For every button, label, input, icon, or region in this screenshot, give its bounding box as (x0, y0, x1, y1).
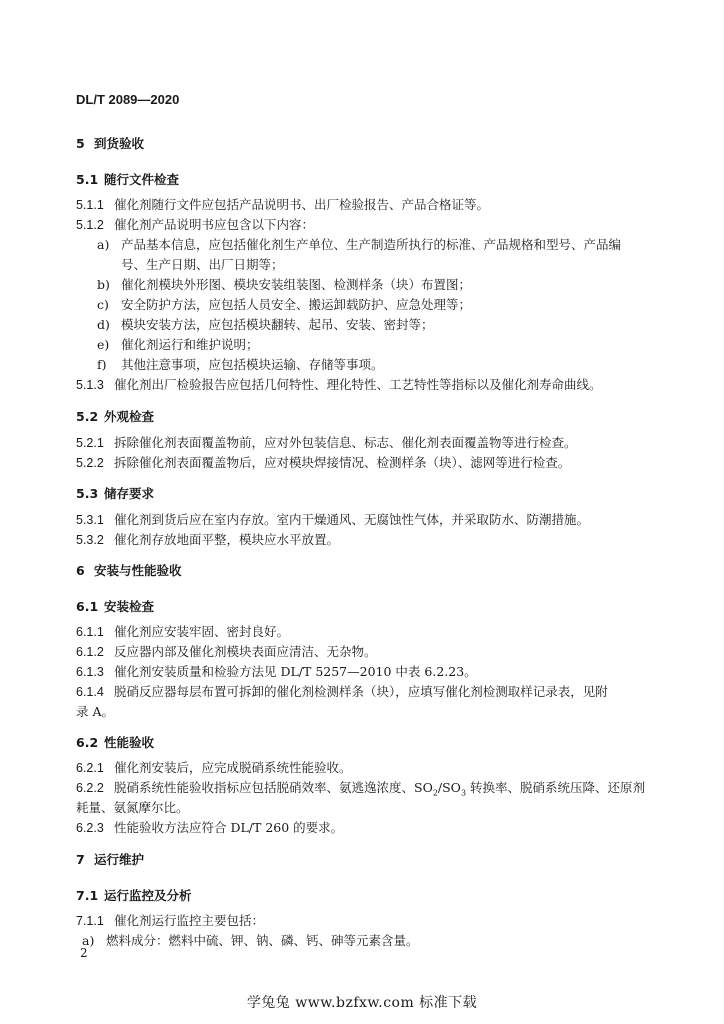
list-item (97, 355, 384, 375)
clause-number: 5.2.2 (76, 456, 104, 470)
clause-5-2-2 (76, 453, 570, 473)
clause-number: 6.2.3 (76, 821, 104, 835)
clause-number: 6.1.2 (76, 645, 104, 659)
list-marker: c) (97, 297, 109, 312)
clause-continuation: 耗量、氨氮摩尔比。 (76, 800, 189, 815)
section-number: 5.1 (76, 172, 99, 187)
section-title: 安装检查 (104, 599, 155, 614)
list-marker: e) (97, 337, 110, 352)
clause-text: 拆除催化剂表面覆盖物前，应对外包装信息、标志、催化剂表面覆盖物等进行检查。 (114, 435, 577, 450)
clause-6-2-3 (76, 818, 343, 838)
section-title: 外观检查 (104, 409, 155, 424)
clause-number: 5.1.3 (76, 378, 104, 392)
clause-6-1-1 (76, 622, 289, 642)
clause-text: 催化剂应安装牢固、密封良好。 (114, 624, 290, 639)
section-6-heading (76, 561, 182, 579)
clause-number: 6.1.1 (76, 625, 104, 639)
clause-number: 6.2.2 (76, 781, 104, 795)
list-marker: a) (97, 237, 110, 252)
section-5-2-heading (76, 407, 154, 425)
watermark-footer: 学兔兔 www.bzfxw.com 标准下载 (246, 995, 478, 1011)
page-number: 2 (80, 946, 88, 960)
clause-5-2-1 (76, 433, 577, 453)
clause-text: 催化剂存放地面平整，模块应水平放置。 (114, 532, 340, 547)
list-item-continuation: 号、生产日期、出厂日期等； (121, 257, 284, 272)
section-7-1-heading (76, 886, 192, 904)
section-number: 6.2 (76, 735, 99, 750)
list-item (82, 931, 419, 951)
clause-number: 5.1.2 (76, 218, 104, 232)
clause-number: 5.1.1 (76, 198, 104, 212)
list-text: 产品基本信息，应包括催化剂生产单位、生产制造所执行的标准、产品规格和型号、产品编 (121, 237, 622, 252)
list-text: 燃料成分：燃料中硫、钾、钠、磷、钙、砷等元素含量。 (106, 933, 419, 948)
clause-text: 催化剂出厂检验报告应包括几何特性、理化特性、工艺特性等指标以及催化剂寿命曲线。 (114, 377, 602, 392)
clause-6-1-3 (76, 662, 477, 682)
clause-5-3-1 (76, 510, 589, 530)
section-title: 储存要求 (104, 486, 155, 501)
clause-7-1-1 (76, 911, 264, 931)
clause-text: 催化剂到货后应在室内存放。室内干燥通风、无腐蚀性气体，并采取防水、防潮措施。 (114, 512, 590, 527)
section-6-2-heading (76, 733, 154, 751)
clause-5-1-3 (76, 375, 602, 395)
list-marker: a) (82, 933, 95, 948)
list-marker: f) (97, 357, 107, 372)
list-item (97, 275, 471, 295)
list-text: 催化剂运行和维护说明； (121, 337, 259, 352)
clause-number: 5.3.2 (76, 533, 104, 547)
section-number: 5.2 (76, 409, 99, 424)
section-title: 随行文件检查 (104, 172, 180, 187)
clause-text: 脱硝系统性能验收指标应包括脱硝效率、氨逃逸浓度、SO (114, 780, 433, 795)
clause-number: 6.2.1 (76, 761, 104, 775)
section-title: 到货验收 (94, 136, 145, 151)
subscript: 3 (460, 788, 467, 798)
section-number: 5.3 (76, 486, 99, 501)
section-title: 运行监控及分析 (104, 888, 192, 903)
clause-6-1-4 (76, 682, 608, 702)
section-number: 5 (76, 136, 85, 151)
list-item (97, 235, 621, 255)
list-item (97, 295, 471, 315)
subscript: 2 (432, 788, 438, 798)
clause-text: 催化剂运行监控主要包括： (114, 913, 265, 928)
list-marker: b) (97, 277, 110, 292)
list-marker: d) (97, 317, 110, 332)
clause-5-3-2 (76, 530, 339, 550)
section-title: 安装与性能验收 (94, 563, 182, 578)
clause-continuation: 录 A。 (76, 704, 115, 719)
clause-text: 性能验收方法应符合 DL/T 260 的要求。 (114, 820, 344, 835)
clause-text: 反应器内部及催化剂模块表面应清洁、无杂物。 (114, 644, 377, 659)
section-title: 运行维护 (94, 852, 145, 867)
clause-6-1-2 (76, 642, 377, 662)
list-text: 催化剂模块外形图、模块安装组装图、检测样条（块）布置图； (121, 277, 472, 292)
section-7-heading (76, 850, 144, 868)
clause-number: 5.2.1 (76, 436, 104, 450)
clause-5-1-1 (76, 195, 489, 215)
clause-number: 7.1.1 (76, 914, 104, 928)
section-title: 性能验收 (104, 735, 155, 750)
list-item (97, 335, 259, 355)
section-number: 7 (76, 852, 85, 867)
list-item (97, 315, 434, 335)
clause-text: 转换率、脱硝系统压降、还原剂 (466, 780, 646, 795)
clause-text: 催化剂随行文件应包括产品说明书、出厂检验报告、产品合格证等。 (114, 197, 490, 212)
clause-number: 5.3.1 (76, 513, 104, 527)
section-5-heading (76, 134, 144, 152)
clause-text: 催化剂产品说明书应包含以下内容： (114, 217, 315, 232)
clause-text: 催化剂安装质量和检验方法见 DL/T 5257—2010 中表 6.2.23。 (114, 664, 477, 679)
clause-6-2-1 (76, 758, 352, 778)
section-5-3-heading (76, 484, 154, 502)
section-5-1-heading (76, 170, 179, 188)
section-number: 6 (76, 563, 85, 578)
clause-text: 催化剂安装后，应完成脱硝系统性能验收。 (114, 760, 352, 775)
clause-text: 脱硝反应器每层布置可拆卸的催化剂检测样条（块），应填写催化剂检测取样记录表，见附 (114, 684, 608, 699)
clause-number: 6.1.3 (76, 665, 104, 679)
section-number: 7.1 (76, 888, 99, 903)
list-text: 模块安装方法，应包括模块翻转、起吊、安装、密封等； (121, 317, 434, 332)
list-text: 其他注意事项，应包括模块运输、存储等事项。 (121, 357, 384, 372)
list-text: 安全防护方法，应包括人员安全、搬运卸载防护、应急处理等； (121, 297, 472, 312)
section-6-1-heading (76, 597, 154, 615)
clause-text: /SO (437, 780, 461, 795)
section-number: 6.1 (76, 599, 99, 614)
clause-number: 6.1.4 (76, 685, 104, 699)
clause-text: 拆除催化剂表面覆盖物后，应对模块焊接情况、检测样条（块）、滤网等进行检查。 (114, 455, 571, 470)
clause-5-1-2 (76, 215, 314, 235)
standard-code: DL/T 2089—2020 (76, 92, 180, 107)
